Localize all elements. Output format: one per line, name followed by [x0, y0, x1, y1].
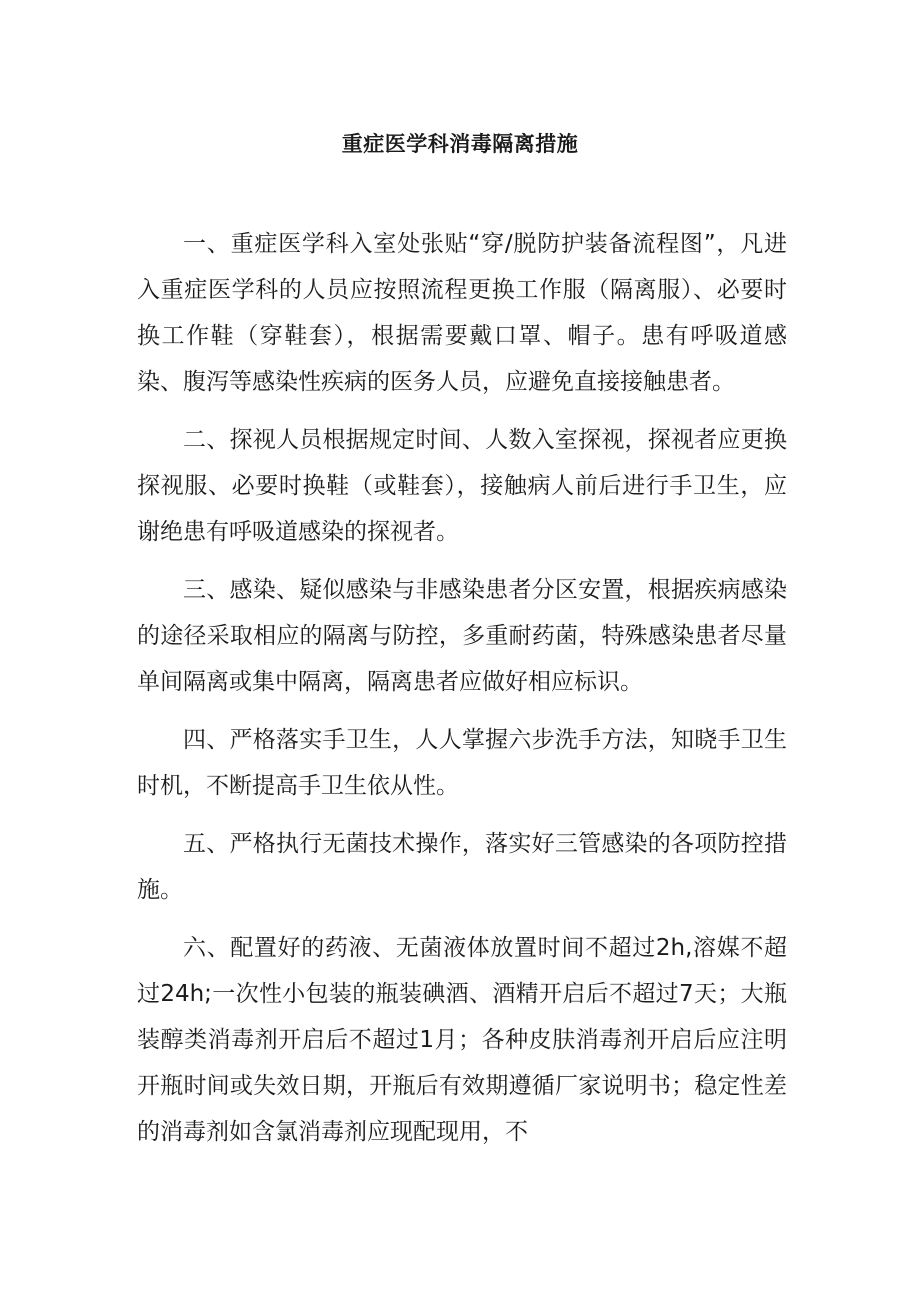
document-title: 重症医学科消毒隔离措施 — [341, 132, 579, 156]
paragraph-1: 一、重症医学科入室处张贴“穿/脱防护装备流程图”，凡进入重症医学科的人员应按照流程更换工作服（隔离服）、必要时换工作鞋（穿鞋套），根据需要戴口罩、帽子。患有呼吸道感染、腹泻等感染性疾病的医务人员，应避免直接接触患者。 — [137, 231, 787, 395]
paragraph-2: 二、探视人员根据规定时间、人数入室探视，探视者应更换探视服、必要时换鞋（或鞋套），接触病人前后进行手卫生，应谢绝患有呼吸道感染的探视者。 — [137, 427, 787, 545]
document-body — [137, 221, 787, 1167]
paragraph-6: 六、配置好的药液、无菌液体放置时间不超过2h,溶媒不超过24h;一次性小包装的瓶装碘酒、酒精开启后不超过7天；大瓶装醇类消毒剂开启后不超过1月；各种皮肤消毒剂开启后应注明开瓶时间或失效日期，开瓶后有效期遵循厂家说明书；稳定性差的消毒剂如含氯消毒剂应现配现用，不 — [137, 935, 787, 1145]
paragraph-4: 四、严格落实手卫生，人人掌握六步洗手方法，知晓手卫生时机，不断提高手卫生依从性。 — [137, 727, 787, 799]
paragraph-3: 三、感染、疑似感染与非感染患者分区安置，根据疾病感染的途径采取相应的隔离与防控，多重耐药菌，特殊感染患者尽量单间隔离或集中隔离，隔离患者应做好相应标识。 — [137, 577, 787, 695]
paragraph-5: 五、严格执行无菌技术操作，落实好三管感染的各项防控措施。 — [137, 831, 787, 903]
